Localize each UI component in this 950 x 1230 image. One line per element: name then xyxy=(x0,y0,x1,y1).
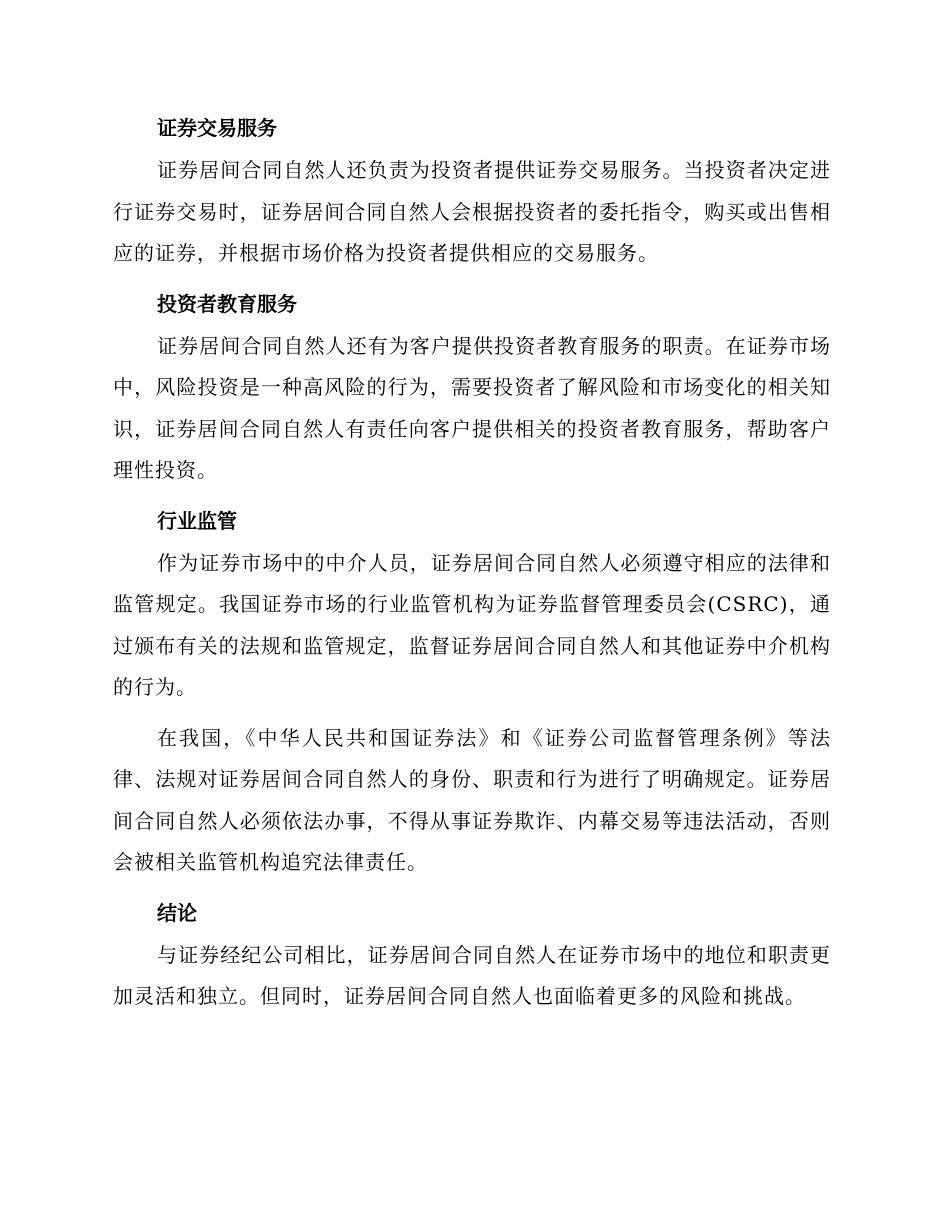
section-heading: 结论 xyxy=(157,900,197,925)
section-paragraph: 证券居间合同自然人还有为客户提供投资者教育服务的职责。在证券市场中，风险投资是一种高风险的行为，需要投资者了解风险和市场变化的相关知识，证券居间合同自然人有责任向客户提供相关的投资者教育服务，帮助客户理性投资。 xyxy=(113,333,831,482)
section-paragraph: 在我国，《中华人民共和国证券法》和《证券公司监督管理条例》等法律、法规对证券居间合同自然人的身份、职责和行为进行了明确规定。证券居间合同自然人必须依法办事，不得从事证券欺诈、内幕交易等违法活动，否则会被相关监管机构追究法律责任。 xyxy=(113,725,831,874)
document-body xyxy=(113,108,831,1027)
section-paragraph: 作为证券市场中的中介人员，证券居间合同自然人必须遵守相应的法律和监管规定。我国证券市场的行业监管机构为证券监督管理委员会(CSRC)，通过颁布有关的法规和监管规定，监督证券居间合同自然人和其他证券中介机构的行为。 xyxy=(113,550,831,699)
section-heading: 证券交易服务 xyxy=(157,116,277,140)
section-paragraph: 证券居间合同自然人还负责为投资者提供证券交易服务。当投资者决定进行证券交易时，证券居间合同自然人会根据投资者的委托指令，购买或出售相应的证券，并根据市场价格为投资者提供相应的交易服务。 xyxy=(113,158,831,265)
section-heading: 行业监管 xyxy=(157,508,237,533)
section-paragraph: 与证券经纪公司相比，证券居间合同自然人在证券市场中的地位和职责更加灵活和独立。但同时，证券居间合同自然人也面临着更多的风险和挑战。 xyxy=(113,942,831,1008)
section-heading: 投资者教育服务 xyxy=(157,291,297,316)
